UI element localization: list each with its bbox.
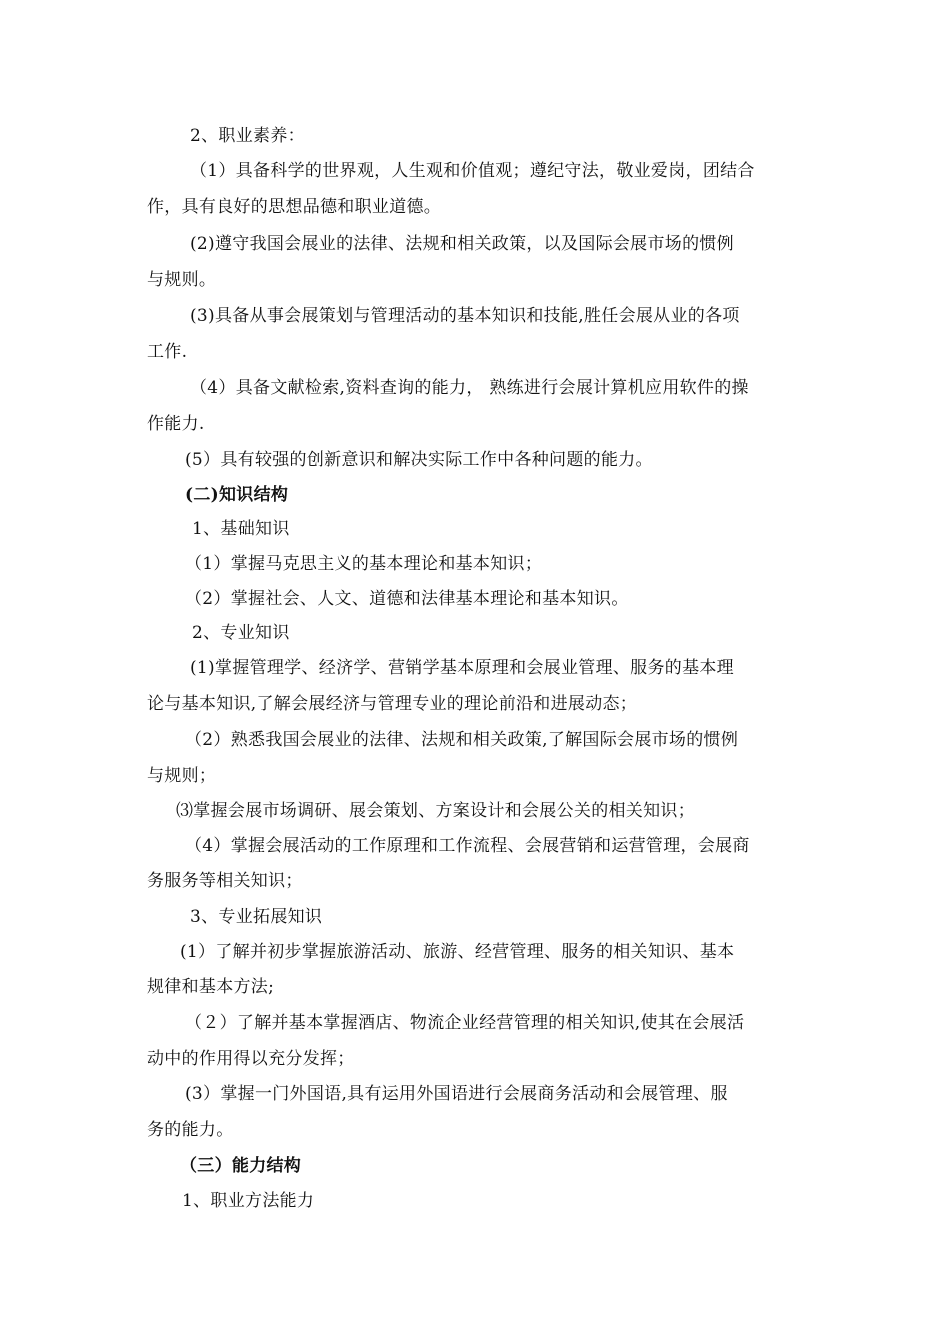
paragraph-line: （２）了解并基本掌握酒店、物流企业经营管理的相关知识,使其在会展活: [185, 1013, 745, 1033]
paragraph-line: （4）具备文献检索,资料查询的能力， 熟练进行会展计算机应用软件的操: [190, 378, 749, 398]
paragraph-line: (2)遵守我国会展业的法律、法规和相关政策，以及国际会展市场的惯例: [190, 234, 734, 254]
paragraph-line: 论与基本知识,了解会展经济与管理专业的理论前沿和进展动态；: [147, 694, 638, 714]
section-heading: （三）能力结构: [180, 1156, 302, 1176]
paragraph-line: 与规则；: [147, 766, 217, 786]
paragraph-line: （4）掌握会展活动的工作原理和工作流程、会展营销和运营管理，会展商: [185, 836, 750, 856]
paragraph-line: (3）掌握一门外国语,具有运用外国语进行会展商务活动和会展管理、服: [185, 1084, 728, 1104]
paragraph-line: 作能力.: [147, 414, 205, 434]
paragraph-line: （1）掌握马克思主义的基本理论和基本知识；: [185, 554, 543, 574]
paragraph-line: （1）具备科学的世界观，人生观和价值观；遵纪守法，敬业爱岗，团结合: [190, 161, 755, 181]
paragraph-line: (3)具备从事会展策划与管理活动的基本知识和技能,胜任会展从业的各项: [190, 306, 740, 326]
subsection-heading: 1、基础知识: [192, 519, 290, 539]
subsection-heading: 3、专业拓展知识: [190, 907, 323, 927]
paragraph-line: 与规则。: [147, 270, 217, 290]
subsection-heading: 2、职业素养：: [190, 126, 305, 146]
paragraph-line: （2）掌握社会、人文、道德和法律基本理论和基本知识。: [185, 589, 629, 609]
paragraph-line: ⑶掌握会展市场调研、展会策划、方案设计和会展公关的相关知识；: [176, 801, 695, 821]
paragraph-line: 动中的作用得以充分发挥；: [147, 1049, 355, 1069]
subsection-heading: 1、职业方法能力: [182, 1191, 315, 1211]
subsection-heading: 2、专业知识: [192, 623, 290, 643]
paragraph-line: 规律和基本方法;: [147, 977, 275, 997]
paragraph-line: 作，具有良好的思想品德和职业道德。: [147, 197, 442, 217]
paragraph-line: (1)掌握管理学、经济学、营销学基本原理和会展业管理、服务的基本理: [190, 658, 734, 678]
section-heading: (二)知识结构: [185, 485, 289, 505]
paragraph-line: 工作.: [147, 342, 188, 362]
paragraph-line: 务服务等相关知识；: [147, 871, 303, 891]
paragraph-line: 务的能力。: [147, 1120, 234, 1140]
paragraph-line: （2）熟悉我国会展业的法律、法规和相关政策,了解国际会展市场的惯例: [185, 730, 739, 750]
paragraph-line: (1）了解并初步掌握旅游活动、旅游、经营管理、服务的相关知识、基本: [180, 942, 735, 962]
paragraph-line: (5）具有较强的创新意识和解决实际工作中各种问题的能力。: [185, 450, 653, 470]
